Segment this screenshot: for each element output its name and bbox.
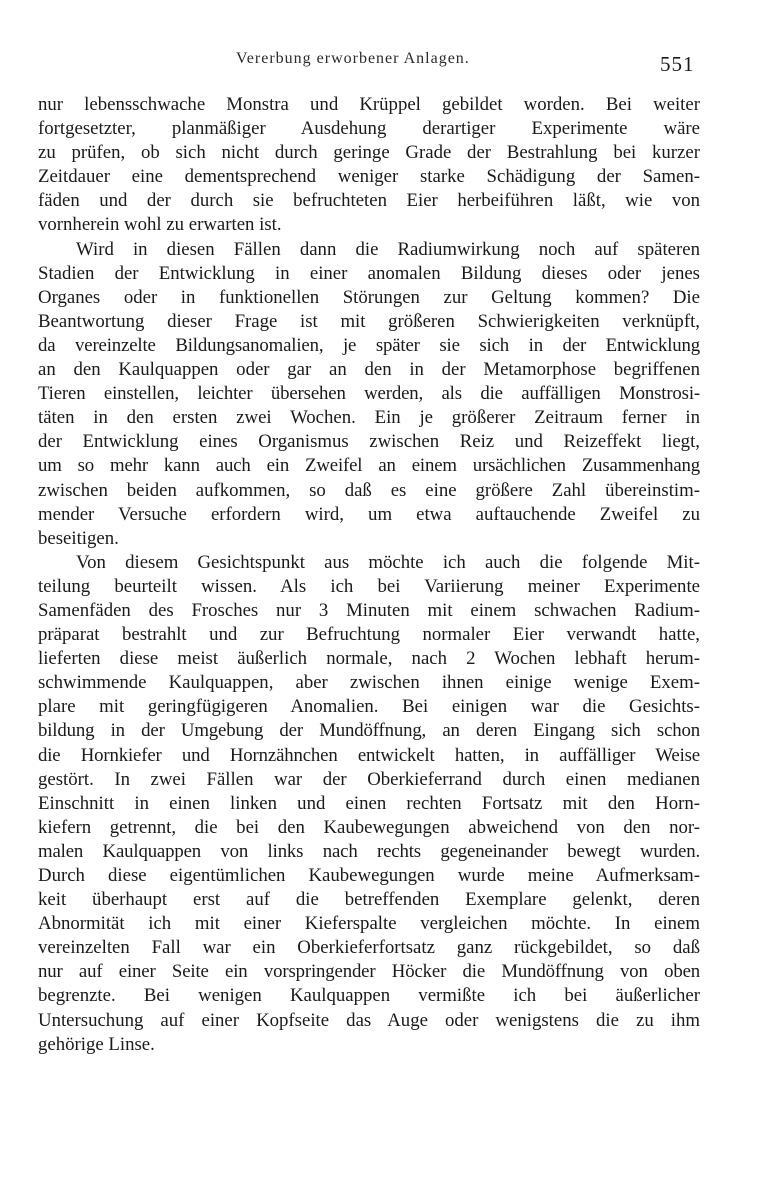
running-head: [0, 50, 765, 80]
text-line: um so mehr kann auch ein Zweifel an einem ursächlichen Zusammenhang: [38, 455, 700, 477]
text-line: Wird in diesen Fällen dann die Radiumwirkung noch auf späteren: [76, 238, 700, 260]
text-line: beseitigen.: [38, 527, 119, 549]
text-line: die Hornkiefer und Hornzähnchen entwickelt hatten, in auffälliger Weise: [38, 744, 700, 766]
text-line: nur lebensschwache Monstra und Krüppel gebildet worden. Bei weiter: [38, 94, 700, 115]
text-line: schwimmende Kaulquappen, aber zwischen ihnen einige wenige Exem-: [38, 672, 700, 694]
text-line: Durch diese eigentümlichen Kaubewegungen wurde meine Aufmerksam-: [38, 865, 700, 886]
text-line: präparat bestrahlt und zur Befruchtung normaler Eier verwandt hatte,: [38, 624, 700, 646]
text-line: lieferten diese meist äußerlich normale, nach 2 Wochen lebhaft herum-: [38, 648, 700, 670]
text-line: an den Kaulquappen oder gar an den in der Metamorphose begriffenen: [38, 359, 700, 381]
text-line: zwischen beiden aufkommen, so daß es eine größere Zahl übereinstim-: [38, 479, 700, 501]
text-line: plare mit geringfügigeren Anomalien. Bei einigen war die Gesichts-: [38, 696, 700, 718]
text-line: Untersuchung auf einer Kopfseite das Auge oder wenigstens die zu ihm: [38, 1009, 700, 1031]
page-number: 551: [660, 52, 695, 76]
text-line: Einschnitt in einen linken und einen rechten Fortsatz mit den Horn-: [38, 792, 700, 814]
text-line: Beantwortung dieser Frage ist mit größeren Schwierigkeiten verknüpft,: [38, 310, 700, 332]
text-line: Tieren einstellen, leichter übersehen werden, als die auffälligen Monstrosi-: [38, 383, 700, 405]
text-line: malen Kaulquappen von links nach rechts gegeneinander bewegt wurden.: [38, 840, 700, 862]
text-line: der Entwicklung eines Organismus zwischen Reiz und Reizeffekt liegt,: [38, 431, 700, 453]
text-line: teilung beurteilt wissen. Als ich bei Variierung meiner Experimente: [38, 575, 700, 597]
text-line: bildung in der Umgebung der Mundöffnung, an deren Eingang sich schon: [38, 720, 700, 742]
text-line: fortgesetzter, planmäßiger Ausdehung derartiger Experimente wäre: [38, 118, 700, 140]
text-line: täten in den ersten zwei Wochen. Ein je größerer Zeitraum ferner in: [38, 407, 700, 429]
text-line: Stadien der Entwicklung in einer anomalen Bildung dieses oder jenes: [38, 262, 700, 284]
text-line: da vereinzelte Bildungsanomalien, je später sie sich in der Entwicklung: [38, 334, 700, 356]
text-line: Samenfäden des Frosches nur 3 Minuten mit einem schwachen Radium-: [38, 599, 700, 621]
text-line: fäden und der durch sie befruchteten Eier herbeiführen läßt, wie von: [38, 190, 700, 212]
text-line: vornherein wohl zu erwarten ist.: [38, 214, 282, 236]
text-line: kiefern getrennt, die bei den Kaubewegungen abweichend von den nor-: [38, 816, 700, 838]
text-line: mender Versuche erfordern wird, um etwa auftauchende Zweifel zu: [38, 503, 700, 525]
text-line: zu prüfen, ob sich nicht durch geringe Grade der Bestrahlung bei kurzer: [38, 142, 700, 164]
body-text: [38, 93, 700, 1057]
text-line: vereinzelten Fall war ein Oberkieferfortsatz ganz rückgebildet, so daß: [38, 937, 700, 959]
text-line: Zeitdauer eine dementsprechend weniger starke Schädigung der Samen-: [38, 166, 700, 188]
text-line: keit überhaupt erst auf die betreffenden Exemplare gelenkt, deren: [38, 889, 700, 911]
running-title: Vererbung erworbener Anlagen.: [236, 50, 470, 67]
text-line: Organes oder in funktionellen Störungen zur Geltung kommen? Die: [38, 286, 700, 308]
text-line: nur auf einer Seite ein vorspringender Höcker die Mundöffnung von oben: [38, 961, 700, 983]
text-line: begrenzte. Bei wenigen Kaulquappen vermißte ich bei äußerlicher: [38, 985, 700, 1007]
text-line: Von diesem Gesichtspunkt aus möchte ich auch die folgende Mit-: [76, 551, 700, 573]
text-line: gehörige Linse.: [38, 1033, 155, 1055]
text-line: Abnormität ich mit einer Kieferspalte vergleichen möchte. In einem: [38, 913, 700, 935]
text-line: gestört. In zwei Fällen war der Oberkieferrand durch einen medianen: [38, 768, 700, 790]
